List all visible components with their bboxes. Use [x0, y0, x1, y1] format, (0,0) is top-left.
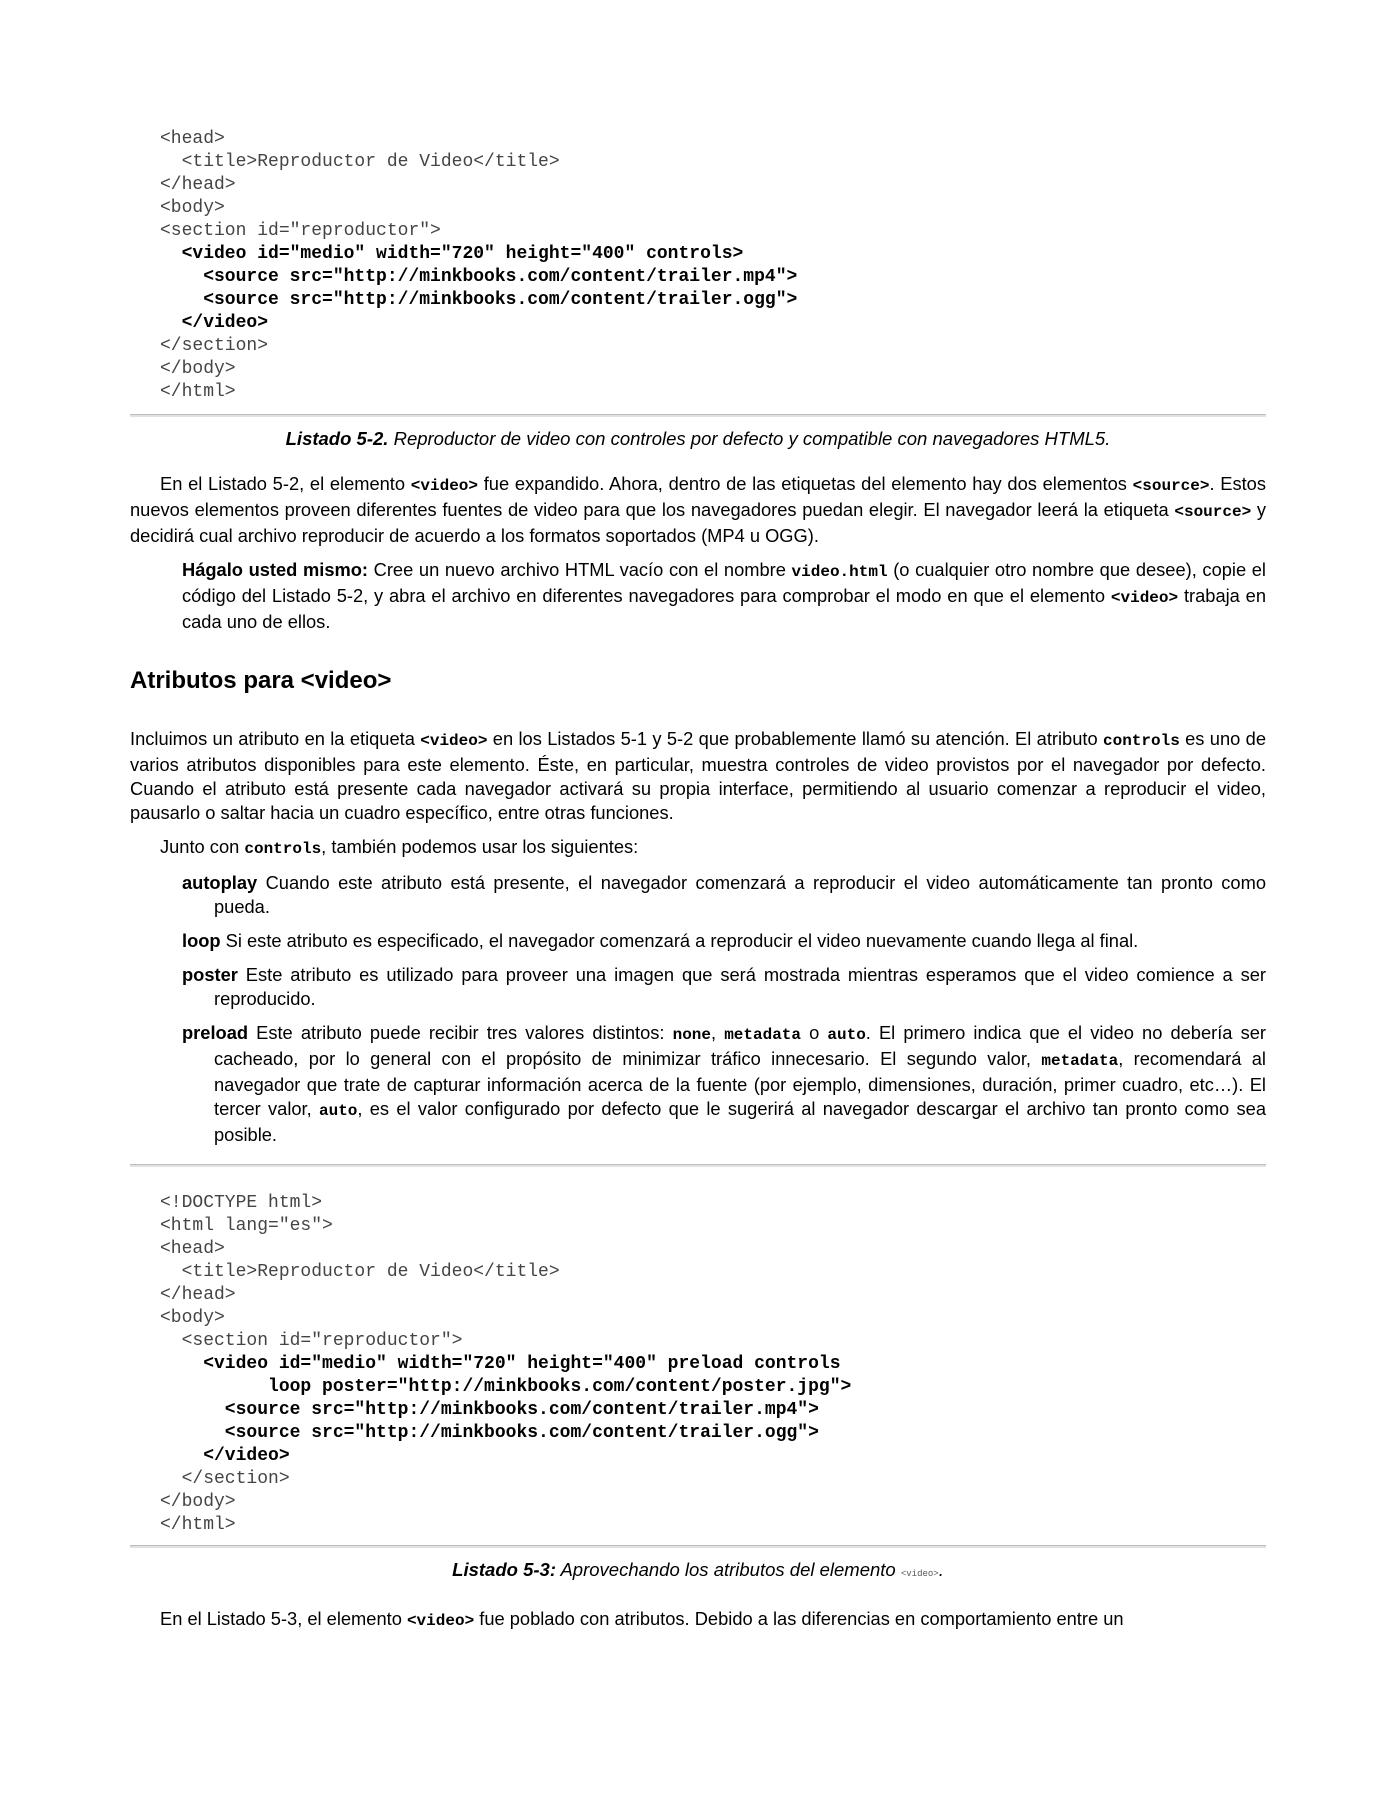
- caption-listing-5-2: [130, 427, 1266, 451]
- caption-listing-5-3: Listado 5-3: Aprovechando los atributos del elemento <video>.: [452, 1559, 944, 1580]
- caption-label: Listado 5-2.: [285, 428, 389, 449]
- code-listing-5-3: [160, 1192, 1266, 1537]
- code-line: </head>: [160, 1285, 236, 1305]
- caption-tag: <video>: [900, 1569, 939, 1579]
- code-line: <section id="reproductor">: [160, 1331, 463, 1351]
- code-line: <!DOCTYPE html>: [160, 1193, 323, 1213]
- code-line: <head>: [160, 1239, 225, 1259]
- code-line: </head>: [160, 175, 236, 195]
- code-line: </html>: [160, 1515, 236, 1535]
- code-line: </video>: [160, 313, 269, 333]
- do-it-yourself-note: Hágalo usted mismo: Cree un nuevo archivo HTML vacío con el nombre video.html (o cualquier otro nombre que desee), copie el código del Listado 5-2, y abra el archivo en diferentes navegadores para comprobar el modo en que el elemento <video> trabaja en cada uno de ellos.: [182, 559, 1266, 632]
- code-line: <html lang="es">: [160, 1216, 333, 1236]
- code-line: </section>: [160, 1469, 290, 1489]
- definition-loop: loop Si este atributo es especificado, el navegador comenzará a reproducir el video nuevamente cuando llega al final.: [182, 930, 1139, 951]
- code-line: <source src="http://minkbooks.com/content/trailer.ogg">: [160, 1423, 819, 1443]
- caption-text: Reproductor de video con controles por defecto y compatible con navegadores HTML5.: [388, 428, 1111, 449]
- code-line: </video>: [160, 1446, 290, 1466]
- code-line: <source src="http://minkbooks.com/content/trailer.mp4">: [160, 267, 798, 287]
- caption-label: Listado 5-3:: [452, 1559, 556, 1580]
- code-line: <title>Reproductor de Video</title>: [160, 1262, 560, 1282]
- code-line: </html>: [160, 382, 236, 402]
- code-line: <video id="medio" width="720" height="400" preload controls: [160, 1354, 841, 1374]
- code-line: <title>Reproductor de Video</title>: [160, 152, 560, 172]
- code-line: <body>: [160, 1308, 225, 1328]
- caption-text: Aprovechando los atributos del elemento: [556, 1559, 901, 1580]
- code-line: </section>: [160, 336, 269, 356]
- definition-preload: preload Este atributo puede recibir tres valores distintos: none, metadata o auto. El primero indica que el video no debería ser cacheado, por lo general con el propósito de minimizar tráfico innecesario. El segundo valor, metadata, recomendará al navegador que trate de capturar información acerca de la fuente (por ejemplo, dimensiones, duración, primer cuadro, etc…). El tercer valor, auto, es el valor configurado por defecto que le sugerirá al navegador descargar el archivo tan pronto como sea posible.: [182, 1022, 1266, 1145]
- code-line: <video id="medio" width="720" height="400" controls>: [160, 244, 744, 264]
- section-heading: Atributos para <video>: [130, 667, 392, 694]
- code-line: <section id="reproductor">: [160, 221, 441, 241]
- paragraph-video-expanded: En el Listado 5-2, el elemento <video> fue expandido. Ahora, dentro de las etiquetas del elemento hay dos elementos <source>. Estos nuevos elementos proveen diferentes fuentes de video para que los navegadores puedan elegir. El navegador leerá la etiqueta <source> y decidirá cual archivo reproducir de acuerdo a los formatos soportados (MP4 u OGG).: [130, 473, 1266, 546]
- code-line: <source src="http://minkbooks.com/content/trailer.ogg">: [160, 290, 798, 310]
- definition-poster: poster Este atributo es utilizado para proveer una imagen que será mostrada mientras esperamos que el video comience a ser reproducido.: [182, 964, 1266, 1009]
- note-label: Hágalo usted mismo:: [182, 559, 368, 580]
- code-line: loop poster="http://minkbooks.com/content/poster.jpg">: [160, 1377, 852, 1397]
- code-line: <body>: [160, 198, 225, 218]
- code-line: </body>: [160, 359, 236, 379]
- paragraph-listing-5-3: En el Listado 5-3, el elemento <video> fue poblado con atributos. Debido a las diferencias en comportamiento entre un: [160, 1608, 1124, 1630]
- code-line: <source src="http://minkbooks.com/content/trailer.mp4">: [160, 1400, 819, 1420]
- document-page: [130, 128, 1266, 1633]
- definition-autoplay: autoplay Cuando este atributo está presente, el navegador comenzará a reproducir el video automáticamente tan pronto como pueda.: [182, 872, 1266, 917]
- paragraph-attributes-intro: Incluimos un atributo en la etiqueta <video> en los Listados 5-1 y 5-2 que probablemente llamó su atención. El atributo controls es uno de varios atributos disponibles para este elemento. Éste, en particular, muestra controles de video provistos por el navegador por defecto. Cuando el atributo está presente cada navegador activará su propia interface, permitiendo al usuario comenzar a reproducir el video, pausarlo o saltar hacia un cuadro específico, entre otras funciones.: [130, 728, 1266, 823]
- code-line: <head>: [160, 129, 225, 149]
- code-listing-5-2: [160, 128, 1266, 404]
- paragraph-controls: Junto con controls, también podemos usar los siguientes:: [160, 836, 639, 858]
- code-line: </body>: [160, 1492, 236, 1512]
